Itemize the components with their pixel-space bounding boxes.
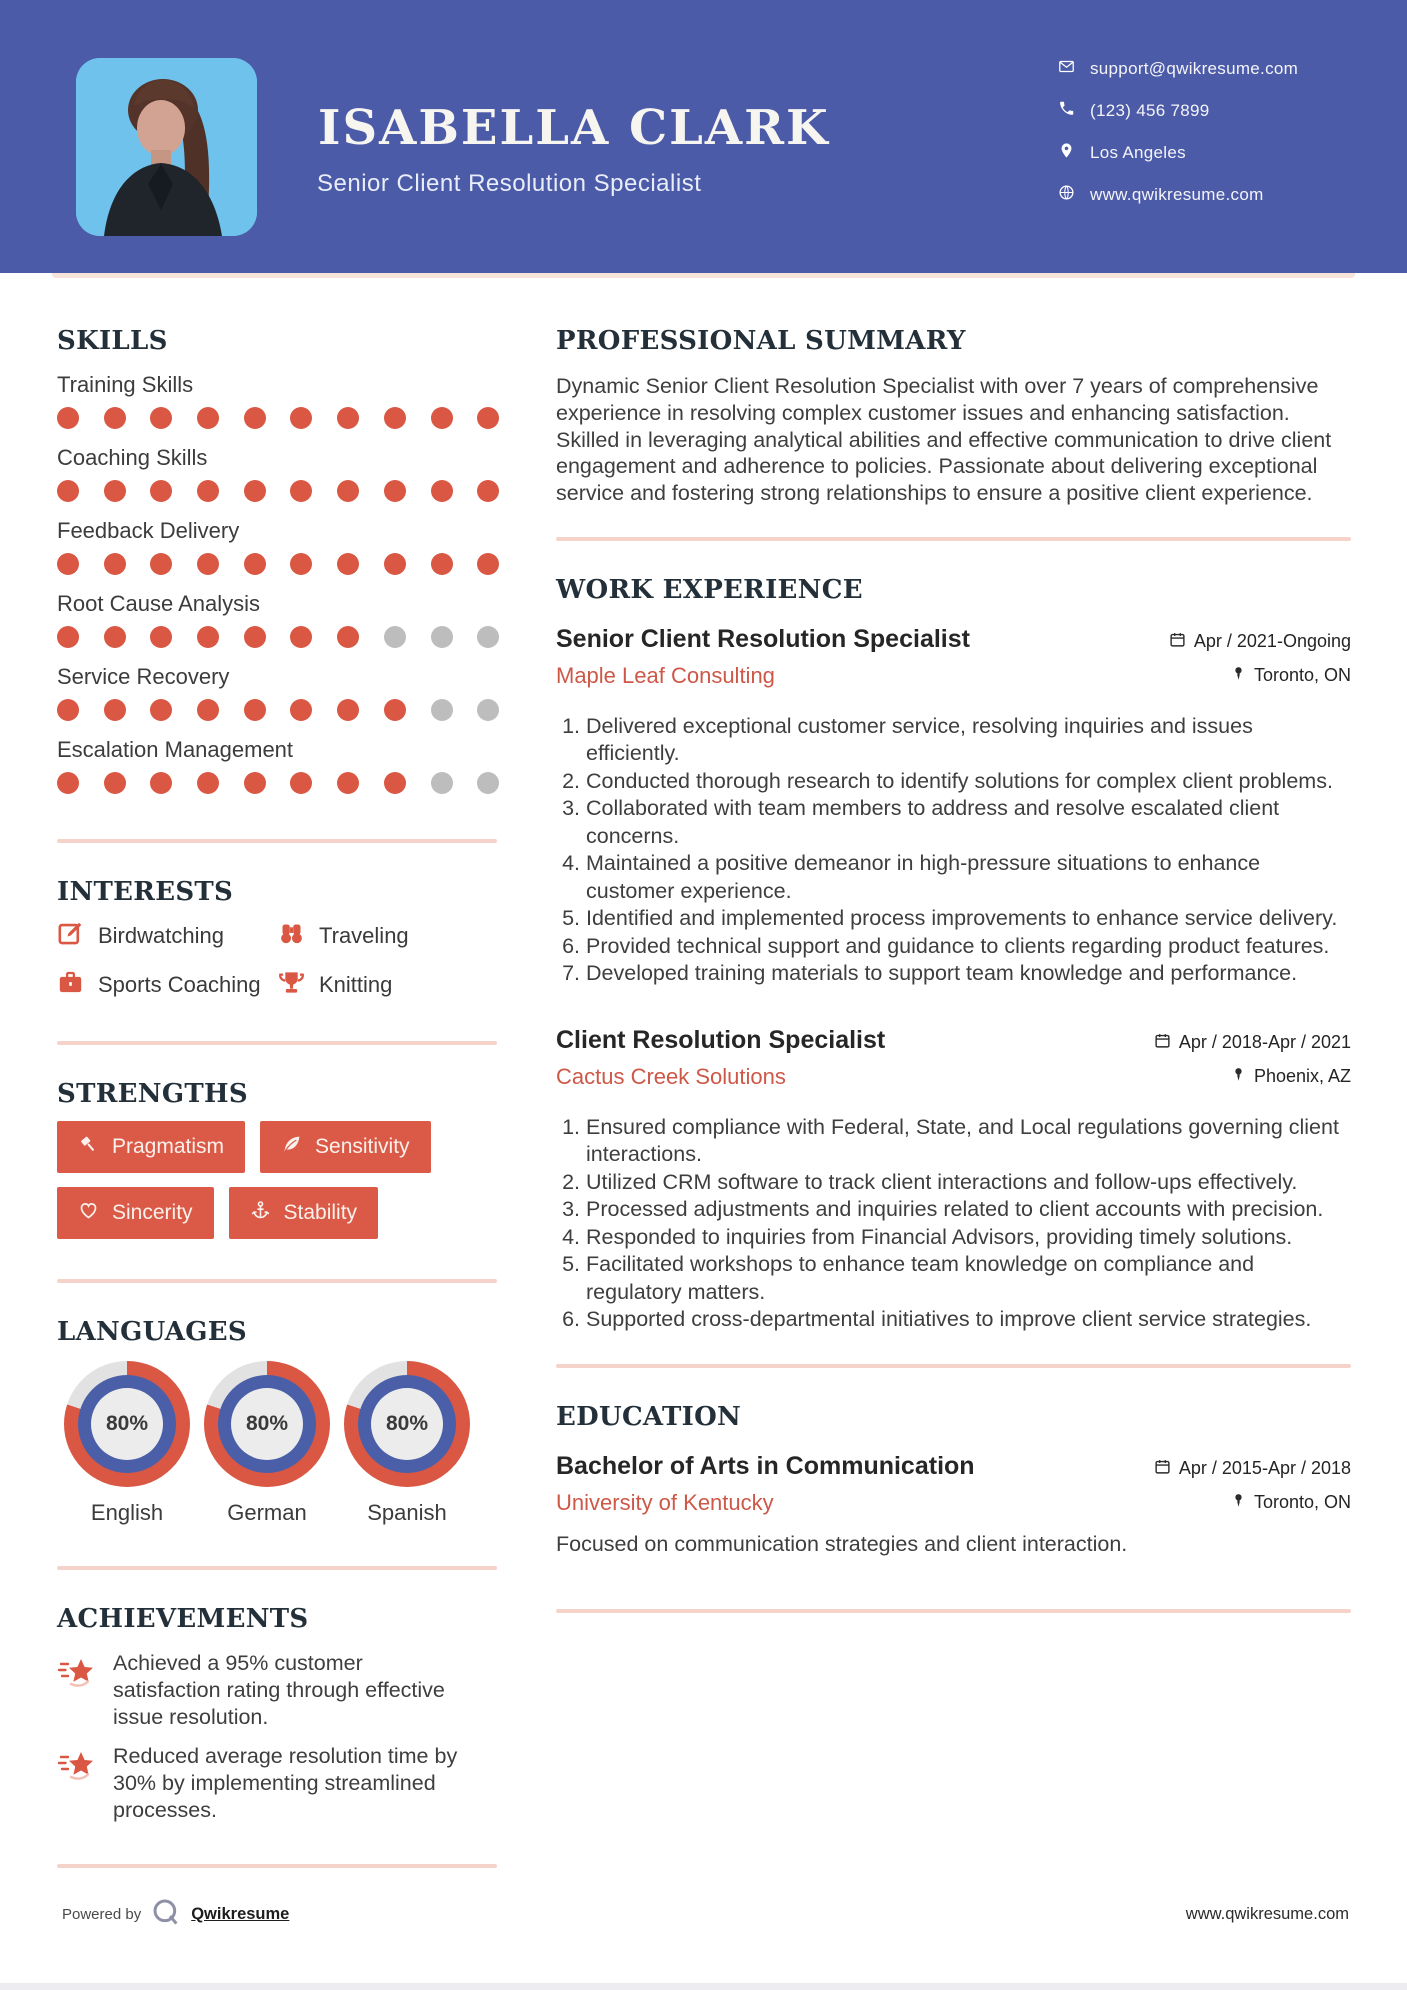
- education-entry: [556, 1452, 1351, 1557]
- job-date: [1154, 1032, 1351, 1054]
- pushpin-icon: [1231, 1492, 1246, 1513]
- language-percent: 80%: [371, 1388, 443, 1460]
- language-donut-chart: [204, 1361, 330, 1487]
- main-content: [556, 326, 1351, 1613]
- header-shadow-line: [52, 273, 1355, 278]
- anchor-icon: [250, 1200, 271, 1227]
- contact-location-text: Los Angeles: [1090, 143, 1186, 162]
- skill-item: [57, 445, 497, 502]
- job-bullet-list: [556, 1114, 1351, 1334]
- language-item: [204, 1361, 330, 1526]
- strength-badge: [260, 1121, 431, 1173]
- language-label: German: [227, 1500, 307, 1525]
- rating-dot-filled: [104, 772, 126, 794]
- rating-dot-filled: [244, 772, 266, 794]
- job-entry: [556, 625, 1351, 988]
- section-divider: [57, 1279, 497, 1283]
- envelope-icon: [1058, 58, 1075, 80]
- rating-dot-filled: [290, 407, 312, 429]
- rating-dot-filled: [290, 699, 312, 721]
- strength-label: Stability: [283, 1201, 358, 1224]
- rating-dot-filled: [384, 772, 406, 794]
- skill-label: Feedback Delivery: [57, 518, 240, 543]
- calendar-icon: [1154, 1458, 1171, 1480]
- rating-dot-filled: [290, 626, 312, 648]
- skill-rating-dots: [57, 407, 497, 429]
- job-meta: [1154, 1026, 1351, 1090]
- rating-dot-filled: [104, 480, 126, 502]
- calendar-icon: [1169, 631, 1186, 653]
- rating-dot-filled: [337, 699, 359, 721]
- pushpin-icon: [1231, 1066, 1246, 1087]
- rating-dot-filled: [104, 626, 126, 648]
- rating-dot-filled: [150, 480, 172, 502]
- rating-dot-empty: [431, 772, 453, 794]
- rating-dot-filled: [477, 407, 499, 429]
- job-bullet: 6. Provided technical support and guidance to clients regarding product features.: [586, 933, 1351, 961]
- rating-dot-filled: [244, 407, 266, 429]
- rating-dot-filled: [57, 553, 79, 575]
- job-bullet: 2. Conducted thorough research to identify solutions for complex client problems.: [586, 768, 1351, 796]
- rating-dot-empty: [477, 626, 499, 648]
- shooting-star-icon: [57, 1650, 97, 1731]
- strength-badge: [57, 1121, 245, 1173]
- rating-dot-filled: [431, 480, 453, 502]
- language-item: [64, 1361, 190, 1526]
- education-date-text: Apr / 2015-Apr / 2018: [1178, 1458, 1351, 1479]
- rating-dot-filled: [104, 407, 126, 429]
- rating-dot-filled: [197, 626, 219, 648]
- skill-rating-dots: [57, 626, 497, 648]
- footer: [62, 1896, 1349, 1932]
- footer-branding: [62, 1897, 289, 1932]
- language-donut-chart: [344, 1361, 470, 1487]
- job-company: Cactus Creek Solutions: [556, 1063, 786, 1089]
- rating-dot-filled: [57, 407, 79, 429]
- languages-list: [64, 1361, 497, 1526]
- rating-dot-filled: [384, 480, 406, 502]
- contact-phone-text: (123) 456 7899: [1090, 101, 1210, 120]
- education-location: [1231, 1492, 1351, 1513]
- job-bullet: 7. Developed training materials to support team knowledge and performance.: [586, 960, 1351, 988]
- languages-heading: LANGUAGES: [57, 1317, 247, 1347]
- person-job-title: Senior Client Resolution Specialist: [317, 170, 702, 197]
- phone-icon: [1058, 100, 1075, 122]
- section-divider: [556, 537, 1351, 541]
- job-bullet: 3. Collaborated with team members to address and resolve escalated client concerns.: [586, 795, 1351, 850]
- rating-dot-filled: [150, 626, 172, 648]
- rating-dot-filled: [244, 626, 266, 648]
- rating-dot-filled: [477, 553, 499, 575]
- binoculars-icon: [278, 920, 305, 952]
- skills-heading: SKILLS: [57, 326, 168, 356]
- summary-text: Dynamic Senior Client Resolution Specialist with over 7 years of comprehensive experience in resolving complex customer issues and enhancing satisfaction. Skilled in leveraging analytical abilities and effective communication to drive client engagement and adherence to policies. Passionate about delivering exceptional service and fostering strong relationships to ensure a positive client experience.: [556, 374, 1332, 506]
- rating-dot-filled: [150, 772, 172, 794]
- interests-heading: INTERESTS: [57, 877, 234, 907]
- person-name: ISABELLA CLARK: [318, 100, 830, 156]
- achievement-item: [57, 1743, 497, 1824]
- skill-item: [57, 591, 497, 648]
- trophy-icon: [278, 969, 305, 1001]
- location-pin-icon: [1058, 142, 1075, 164]
- job-bullet: 4. Maintained a positive demeanor in high-pressure situations to enhance customer experience.: [586, 850, 1351, 905]
- rating-dot-filled: [57, 699, 79, 721]
- rating-dot-filled: [197, 407, 219, 429]
- language-percent: 80%: [231, 1388, 303, 1460]
- section-divider: [556, 1364, 1351, 1368]
- calendar-icon: [1154, 1032, 1171, 1054]
- section-divider: [556, 1609, 1351, 1613]
- skill-item: [57, 518, 497, 575]
- pushpin-icon: [1231, 665, 1246, 686]
- contact-email-text[interactable]: support@qwikresume.com: [1090, 59, 1299, 78]
- experience-heading: WORK EXPERIENCE: [556, 574, 863, 605]
- section-divider: [57, 1566, 497, 1570]
- rating-dot-filled: [57, 772, 79, 794]
- rating-dot-filled: [337, 407, 359, 429]
- section-divider: [57, 839, 497, 843]
- job-header: [556, 1026, 1351, 1090]
- job-date: [1169, 631, 1351, 653]
- qwikresume-logo-icon: [151, 1897, 181, 1932]
- rating-dot-filled: [197, 480, 219, 502]
- leaf-icon: [281, 1134, 302, 1161]
- strengths-list: [57, 1121, 509, 1239]
- strength-badge: [57, 1187, 214, 1239]
- job-bullet: 4. Responded to inquiries from Financial Advisors, providing timely solutions.: [586, 1224, 1351, 1252]
- interest-label: Knitting: [319, 972, 393, 997]
- language-percent: 80%: [91, 1388, 163, 1460]
- interests-list: [57, 920, 497, 1001]
- contact-block: [1058, 58, 1298, 206]
- edit-pencil-icon: [57, 920, 84, 952]
- rating-dot-filled: [337, 553, 359, 575]
- globe-icon: [1058, 184, 1075, 206]
- skill-item: [57, 664, 497, 721]
- language-label: Spanish: [367, 1500, 447, 1525]
- rating-dot-empty: [384, 626, 406, 648]
- strengths-heading: STRENGTHS: [57, 1079, 248, 1109]
- profile-photo-illustration: [76, 58, 257, 236]
- rating-dot-filled: [337, 626, 359, 648]
- rating-dot-filled: [197, 772, 219, 794]
- rating-dot-filled: [431, 553, 453, 575]
- rating-dot-filled: [197, 553, 219, 575]
- skill-label: Escalation Management: [57, 737, 294, 762]
- job-entry: [556, 1026, 1351, 1334]
- rating-dot-filled: [150, 407, 172, 429]
- achievement-text: Reduced average resolution time by 30% by implementing streamlined processes.: [113, 1744, 458, 1822]
- skill-rating-dots: [57, 699, 497, 721]
- skill-rating-dots: [57, 772, 497, 794]
- rating-dot-filled: [384, 407, 406, 429]
- job-meta: [1169, 625, 1351, 689]
- rating-dot-filled: [290, 553, 312, 575]
- job-bullet: 1. Ensured compliance with Federal, State, and Local regulations governing client interactions.: [586, 1114, 1351, 1169]
- section-divider: [57, 1041, 497, 1045]
- rating-dot-filled: [197, 699, 219, 721]
- rating-dot-filled: [477, 480, 499, 502]
- language-donut-chart: [64, 1361, 190, 1487]
- rating-dot-filled: [57, 626, 79, 648]
- education-date: [1154, 1458, 1351, 1480]
- contact-website: [1058, 184, 1298, 206]
- job-title: Client Resolution Specialist: [556, 1025, 886, 1054]
- education-degree: Bachelor of Arts in Communication: [556, 1451, 975, 1480]
- contact-email: [1058, 58, 1298, 80]
- rating-dot-filled: [290, 772, 312, 794]
- rating-dot-filled: [244, 553, 266, 575]
- interest-label: Birdwatching: [98, 923, 224, 948]
- interest-item: [57, 969, 278, 1001]
- job-location: [1231, 1066, 1351, 1087]
- rating-dot-filled: [244, 699, 266, 721]
- education-school: University of Kentucky: [556, 1489, 774, 1515]
- contact-website-text[interactable]: www.qwikresume.com: [1090, 185, 1264, 204]
- education-meta: [1154, 1452, 1351, 1516]
- heart-icon: [78, 1200, 99, 1227]
- rating-dot-filled: [104, 699, 126, 721]
- contact-location: [1058, 142, 1298, 164]
- job-header: [556, 625, 1351, 689]
- job-bullet-list: [556, 713, 1351, 988]
- education-heading: EDUCATION: [556, 1401, 742, 1432]
- header-band: [0, 0, 1407, 273]
- achievement-item: [57, 1650, 497, 1731]
- education-location-text: Toronto, ON: [1253, 1491, 1351, 1512]
- section-divider: [57, 1864, 497, 1868]
- skill-rating-dots: [57, 480, 497, 502]
- job-location-text: Toronto, ON: [1253, 664, 1351, 685]
- qwikresume-brand-link[interactable]: Qwikresume: [191, 1904, 290, 1923]
- skill-label: Training Skills: [57, 372, 194, 397]
- interest-item: [278, 969, 497, 1001]
- rating-dot-empty: [477, 699, 499, 721]
- sidebar: [57, 326, 497, 1868]
- rating-dot-empty: [431, 699, 453, 721]
- job-bullet: 1. Delivered exceptional customer service, resolving inquiries and issues efficiently.: [586, 713, 1351, 768]
- skill-item: [57, 372, 497, 429]
- job-location-text: Phoenix, AZ: [1253, 1065, 1351, 1086]
- job-date-text: Apr / 2018-Apr / 2021: [1178, 1032, 1351, 1053]
- shooting-star-icon: [57, 1743, 97, 1824]
- achievements-heading: ACHIEVEMENTS: [57, 1604, 309, 1634]
- language-label: English: [90, 1500, 164, 1525]
- education-header: [556, 1452, 1351, 1516]
- interest-label: Sports Coaching: [98, 972, 261, 997]
- rating-dot-filled: [290, 480, 312, 502]
- rating-dot-filled: [150, 553, 172, 575]
- rating-dot-empty: [477, 772, 499, 794]
- rating-dot-filled: [384, 699, 406, 721]
- language-item: [344, 1361, 470, 1526]
- rating-dot-filled: [244, 480, 266, 502]
- job-bullet: 6. Supported cross-departmental initiatives to improve client service strategies.: [586, 1306, 1351, 1334]
- skill-label: Coaching Skills: [57, 445, 208, 470]
- rating-dot-filled: [104, 553, 126, 575]
- job-bullet: 3. Processed adjustments and inquiries related to client accounts with precision.: [586, 1196, 1351, 1224]
- briefcase-icon: [57, 969, 84, 1001]
- footer-website-link[interactable]: www.qwikresume.com: [1185, 1904, 1349, 1923]
- rating-dot-filled: [337, 480, 359, 502]
- achievement-text: Achieved a 95% customer satisfaction rating through effective issue resolution.: [113, 1651, 445, 1729]
- job-location: [1231, 665, 1351, 686]
- gavel-icon: [78, 1134, 99, 1161]
- job-bullet: 5. Identified and implemented process improvements to enhance service delivery.: [586, 905, 1351, 933]
- page-bottom-edge: [0, 1983, 1407, 1990]
- education-description: Focused on communication strategies and client interaction.: [556, 1531, 1128, 1556]
- interest-item: [57, 920, 278, 952]
- skill-item: [57, 737, 497, 794]
- skill-label: Service Recovery: [57, 664, 230, 689]
- contact-phone: [1058, 100, 1298, 122]
- rating-dot-filled: [431, 407, 453, 429]
- interest-item: [278, 920, 497, 952]
- strength-label: Pragmatism: [112, 1135, 225, 1158]
- rating-dot-filled: [337, 772, 359, 794]
- summary-heading: PROFESSIONAL SUMMARY: [556, 326, 966, 356]
- job-title: Senior Client Resolution Specialist: [556, 624, 970, 653]
- strength-badge: [229, 1187, 379, 1239]
- strength-label: Sensitivity: [315, 1135, 410, 1158]
- rating-dot-empty: [431, 626, 453, 648]
- powered-by-label: Powered by: [62, 1905, 142, 1923]
- job-company: Maple Leaf Consulting: [556, 662, 775, 688]
- rating-dot-filled: [150, 699, 172, 721]
- rating-dot-filled: [57, 480, 79, 502]
- interest-label: Traveling: [319, 923, 409, 948]
- profile-photo: [76, 58, 257, 236]
- rating-dot-filled: [384, 553, 406, 575]
- job-date-text: Apr / 2021-Ongoing: [1193, 631, 1351, 652]
- skill-rating-dots: [57, 553, 497, 575]
- strength-label: Sincerity: [112, 1201, 193, 1224]
- job-bullet: 2. Utilized CRM software to track client interactions and follow-ups effectively.: [586, 1169, 1351, 1197]
- skill-label: Root Cause Analysis: [57, 591, 260, 616]
- job-bullet: 5. Facilitated workshops to enhance team knowledge on compliance and regulatory matters.: [586, 1251, 1351, 1306]
